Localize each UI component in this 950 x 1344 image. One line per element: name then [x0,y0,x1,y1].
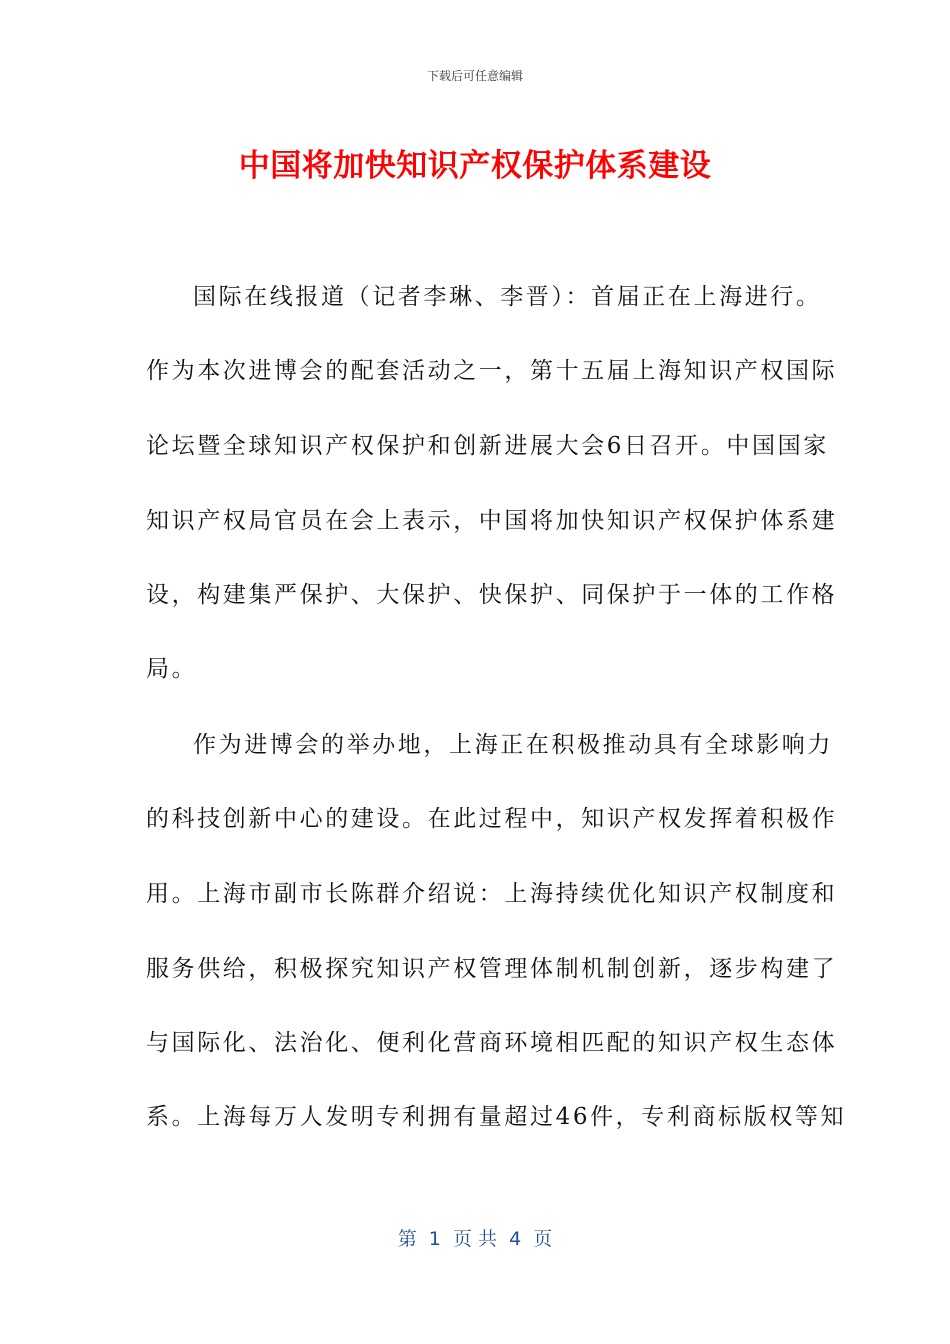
paragraph-1-line-6: 局。 [146,656,198,682]
paragraph-1 [146,281,838,682]
page-number-footer: 第 1 页 共 4 页 [397,1228,553,1250]
paragraph-2-line-6: 系。上海每万人发明专利拥有量超过46件，专利商标版权等知 [146,1104,847,1130]
document-title: 中国将加快知识产权保护体系建设 [238,148,712,184]
paragraph-2-line-3: 用。上海市副市长陈群介绍说：上海持续优化知识产权制度和 [146,881,838,907]
header-note: 下载后可任意编辑 [426,69,523,83]
paragraph-1-line-2: 作为本次进博会的配套活动之一，第十五届上海知识产权国际 [146,358,838,384]
paragraph-1-line-1: 国际在线报道（记者李琳、李晋）：首届正在上海进行。 [193,284,822,310]
paragraph-2-line-2: 的科技创新中心的建设。在此过程中，知识产权发挥着积极作 [146,806,838,832]
paragraph-2-line-5: 与国际化、法治化、便利化营商环境相匹配的知识产权生态体 [146,1030,838,1056]
paragraph-1-line-4: 知识产权局官员在会上表示，中国将加快知识产权保护体系建 [146,508,838,534]
paragraph-1-line-3: 论坛暨全球知识产权保护和创新进展大会6日召开。中国国家 [146,433,829,459]
paragraph-2 [146,729,847,1130]
paragraph-2-line-4: 服务供给，积极探究知识产权管理体制机制创新，逐步构建了 [146,956,838,982]
paragraph-1-line-5: 设，构建集严保护、大保护、快保护、同保护于一体的工作格 [146,582,838,608]
paragraph-2-line-1: 作为进博会的举办地，上海正在积极推动具有全球影响力 [193,732,833,758]
